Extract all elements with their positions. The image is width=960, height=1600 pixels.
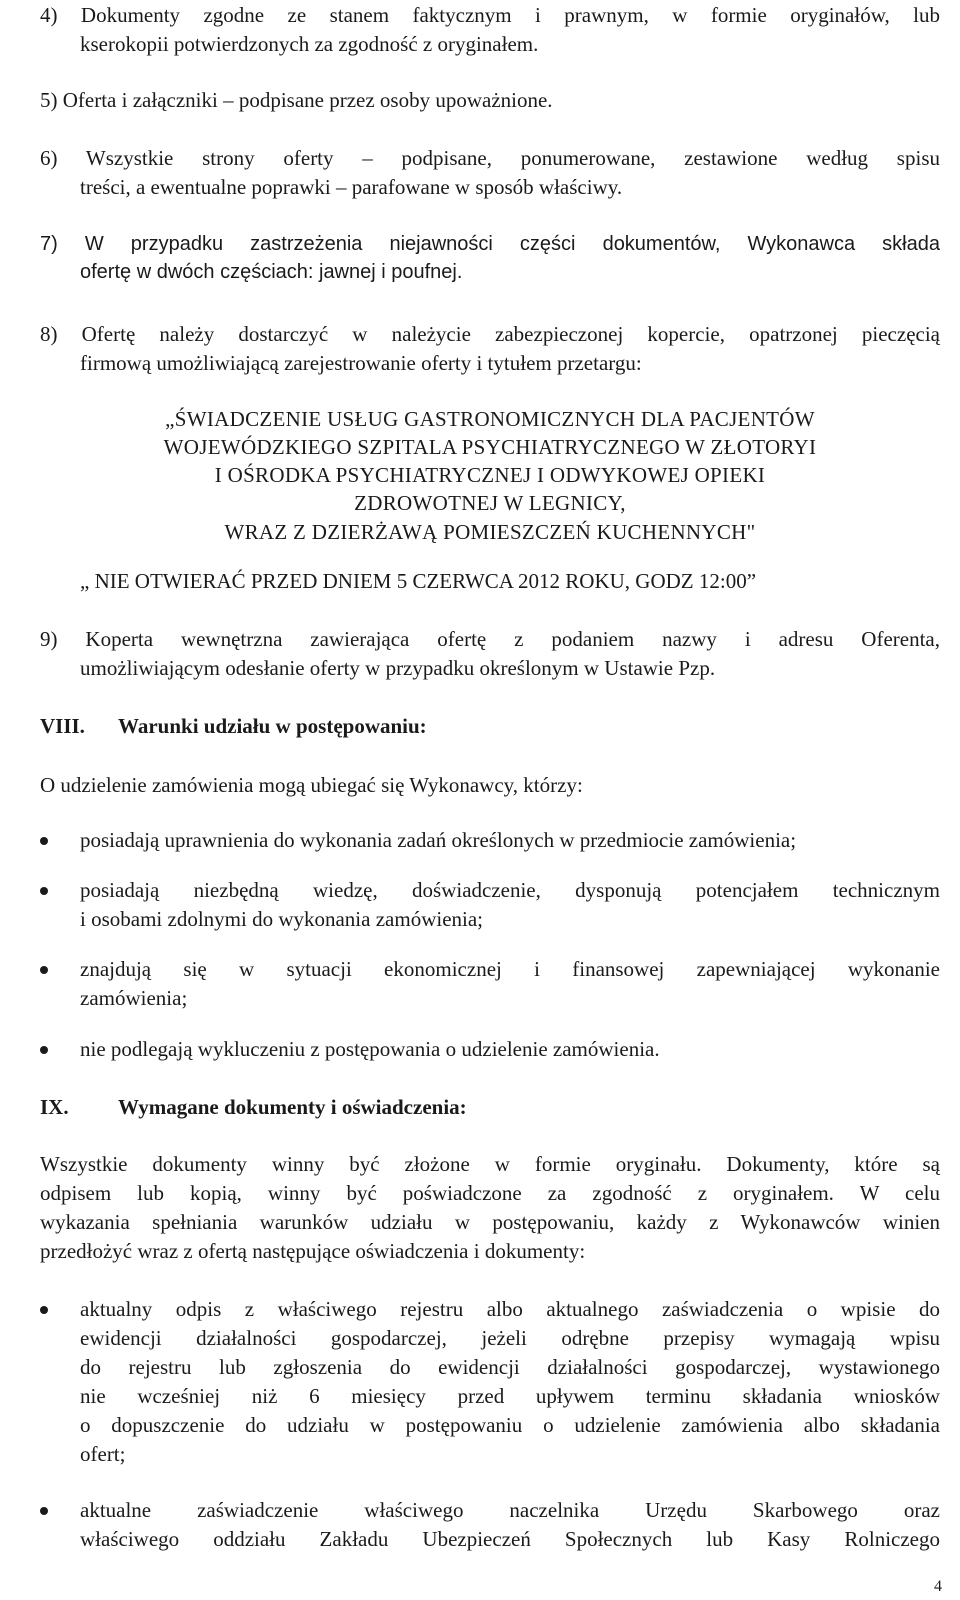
- condition-3-line-2: zamówienia;: [80, 986, 188, 1010]
- section-9-para-line-4: przedłożyć wraz z ofertą następujące oświadczenia i dokumenty:: [40, 1239, 586, 1263]
- bullet-icon: [40, 1507, 48, 1515]
- section-8-intro: O udzielenie zamówienia mogą ubiegać się Wykonawcy, którzy:: [40, 773, 583, 797]
- section-9-para-line-2: odpisem lub kopią, winny być poświadczone za zgodność z oryginałem. W celu: [40, 1181, 940, 1205]
- document-1-line-5: o dopuszczenie do udziału w postępowaniu o udzielenie zamówienia albo składania: [80, 1413, 940, 1437]
- tender-title-line-5: WRAZ Z DZIERŻAWĄ POMIESZCZEŃ KUCHENNYCH": [224, 520, 756, 544]
- bullet-icon: [40, 837, 48, 845]
- item-4-line-2: kserokopii potwierdzonych za zgodność z oryginałem.: [80, 32, 539, 56]
- tender-title-line-3: I OŚRODKA PSYCHIATRYCZNEJ I ODWYKOWEJ OPIEKI: [214, 463, 766, 487]
- document-1-line-6: ofert;: [80, 1442, 126, 1466]
- item-6-line-1: 6) Wszystkie strony oferty – podpisane, ponumerowane, zestawione według spisu: [40, 146, 940, 170]
- document-2-line-1: aktualne zaświadczenie właściwego naczelnika Urzędu Skarbowego oraz: [80, 1498, 940, 1522]
- item-8-line-2: firmową umożliwiającą zarejestrowanie oferty i tytułem przetargu:: [80, 351, 642, 375]
- item-9-line-2: umożliwiającym odesłanie oferty w przypadku określonym w Ustawie Pzp.: [80, 656, 716, 680]
- section-9-heading: Wymagane dokumenty i oświadczenia:: [118, 1095, 467, 1119]
- condition-2-line-1: posiadają niezbędną wiedzę, doświadczenie, dysponują potencjałem technicznym: [80, 878, 940, 902]
- item-4-line-1: 4) Dokumenty zgodne ze stanem faktycznym i prawnym, w formie oryginałów, lub: [40, 3, 940, 27]
- item-7-line-2: ofertę w dwóch częściach: jawnej i poufnej.: [80, 261, 463, 283]
- tender-title-line-4: ZDROWOTNEJ W LEGNICY,: [354, 491, 626, 515]
- section-9-number: IX.: [40, 1095, 69, 1119]
- item-7-line-1: 7) W przypadku zastrzeżenia niejawności części dokumentów, Wykonawca składa: [40, 233, 940, 255]
- item-9-line-1: 9) Koperta wewnętrzna zawierająca ofertę z podaniem nazwy i adresu Oferenta,: [40, 627, 940, 651]
- tender-title-line-2: WOJEWÓDZKIEGO SZPITALA PSYCHIATRYCZNEGO W ZŁOTORYI: [163, 435, 817, 459]
- do-not-open-notice: „ NIE OTWIERAĆ PRZED DNIEM 5 CZERWCA 2012 ROKU, GODZ 12:00”: [80, 569, 757, 593]
- document-1-line-3: do rejestru lub zgłoszenia do ewidencji działalności gospodarczej, wystawionego: [80, 1355, 940, 1379]
- tender-title-line-1: „ŚWIADCZENIE USŁUG GASTRONOMICZNYCH DLA PACJENTÓW: [165, 407, 815, 431]
- bullet-icon: [40, 1306, 48, 1314]
- page-number: 4: [934, 1578, 942, 1595]
- section-9-para-line-1: Wszystkie dokumenty winny być złożone w formie oryginału. Dokumenty, które są: [40, 1152, 940, 1176]
- condition-2-line-2: i osobami zdolnymi do wykonania zamówienia;: [80, 907, 483, 931]
- section-8-number: VIII.: [40, 714, 85, 738]
- document-1-line-1: aktualny odpis z właściwego rejestru albo aktualnego zaświadczenia o wpisie do: [80, 1297, 940, 1321]
- item-5: 5) Oferta i załączniki – podpisane przez osoby upoważnione.: [40, 88, 553, 112]
- document-1-line-4: nie wcześniej niż 6 miesięcy przed upływem terminu składania wniosków: [80, 1384, 940, 1408]
- section-9-para-line-3: wykazania spełniania warunków udziału w postępowaniu, każdy z Wykonawców winien: [40, 1210, 940, 1234]
- document-1-line-2: ewidencji działalności gospodarczej, jeżeli odrębne przepisy wymagają wpisu: [80, 1326, 940, 1350]
- bullet-icon: [40, 966, 48, 974]
- item-8-line-1: 8) Ofertę należy dostarczyć w należycie zabezpieczonej kopercie, opatrzonej pieczęcią: [40, 322, 940, 346]
- condition-3-line-1: znajdują się w sytuacji ekonomicznej i finansowej zapewniającej wykonanie: [80, 957, 940, 981]
- bullet-icon: [40, 887, 48, 895]
- condition-4: nie podlegają wykluczeniu z postępowania o udzielenie zamówienia.: [80, 1037, 660, 1061]
- section-8-heading: Warunki udziału w postępowaniu:: [118, 714, 427, 738]
- condition-1: posiadają uprawnienia do wykonania zadań określonych w przedmiocie zamówienia;: [80, 828, 797, 852]
- bullet-icon: [40, 1046, 48, 1054]
- document-2-line-2: właściwego oddziału Zakładu Ubezpieczeń Społecznych lub Kasy Rolniczego: [80, 1527, 940, 1551]
- item-6-line-2: treści, a ewentualne poprawki – parafowane w sposób właściwy.: [80, 175, 623, 199]
